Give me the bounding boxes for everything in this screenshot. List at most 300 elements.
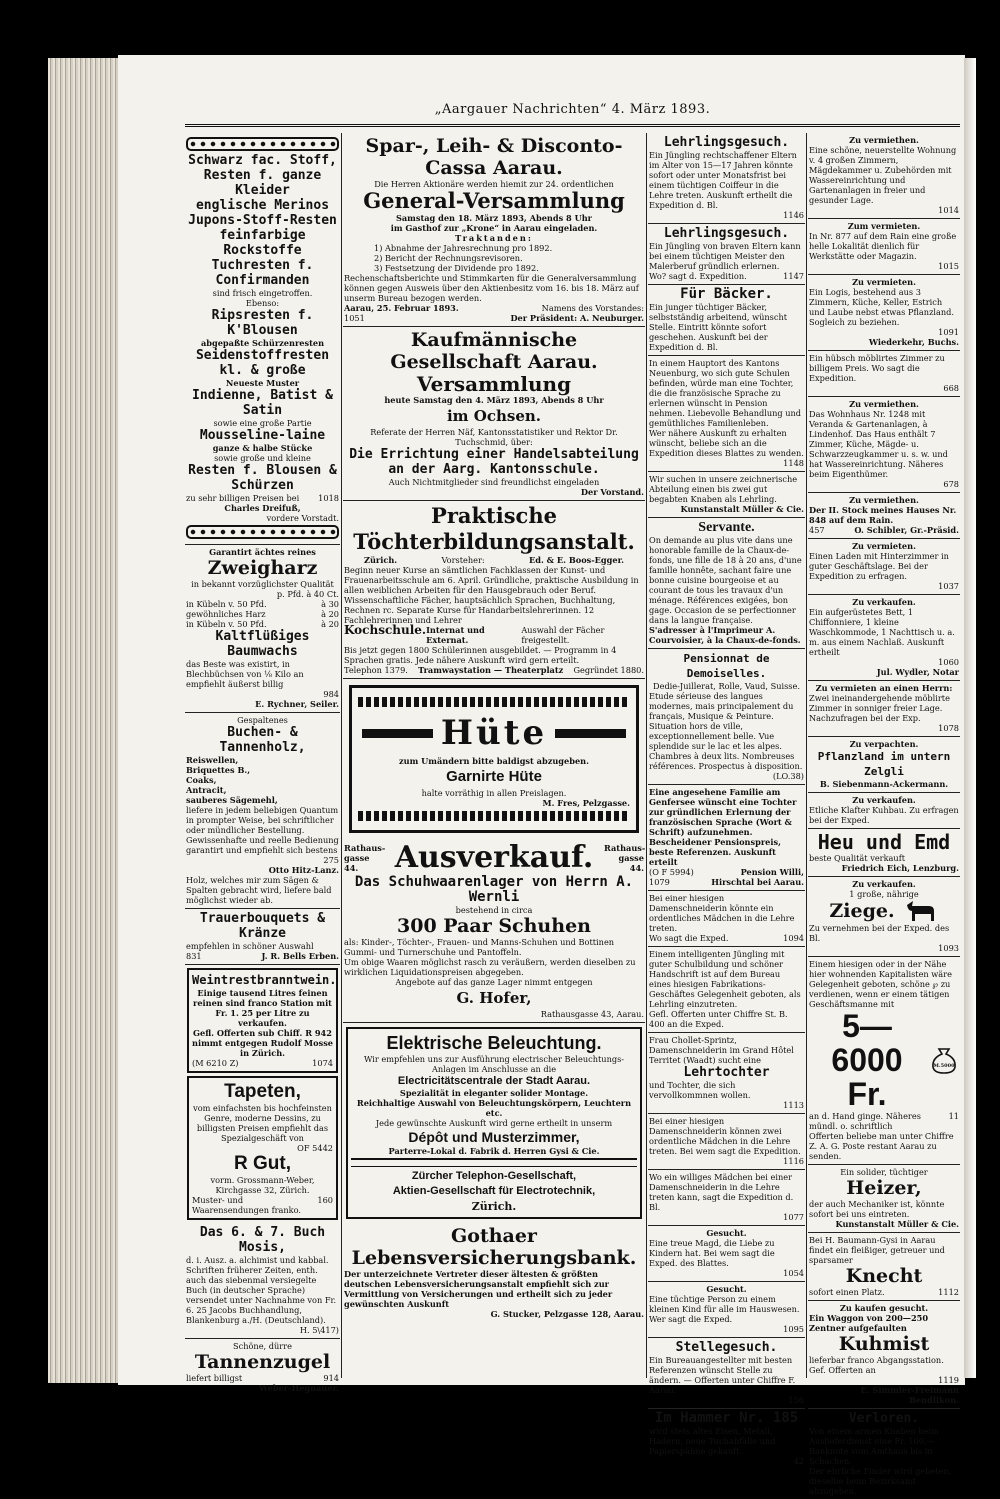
ad-text: Telephon 1379. bbox=[344, 665, 408, 675]
ad-text: 1 große, nährige bbox=[849, 889, 919, 899]
ad-number: 1147 bbox=[783, 271, 804, 281]
ad-logis bbox=[808, 275, 960, 351]
ad-text: im Gasthof zur „Krone“ in Aarau eingeladen. bbox=[390, 223, 598, 233]
ad-line: feinfarbige Rockstoffe bbox=[219, 228, 306, 258]
ad-title: Lehrlingsgesuch. bbox=[663, 226, 790, 241]
ad-text: Holz, welches mir zum Sägen & Spalten gebracht wird, liefere bald möglichst wieder ab. bbox=[186, 875, 332, 905]
ad-zweigharz bbox=[185, 545, 340, 713]
advertiser-name: Ed. & E. Boos-Egger. bbox=[528, 555, 624, 565]
ad-text: als: Kinder-, Töchter-, Frauen- und Manns-Schuhen und Bottinen Gummi- und Turnerschuhe und Pantoffeln. bbox=[344, 937, 615, 957]
ad-text: Coaks, bbox=[186, 775, 217, 785]
ad-text: In einem Hauptort des Kantons Neuenburg, wo sich gute Schulen befinden, würde man eine Tochter, die die französische Sprache zu erlernen wünscht in Pension nehmen. Liebevolle Behandlung und gemüthliches Familienleben. bbox=[649, 358, 802, 428]
ad-text: Eine schöne, neuerstellte Wohnung v. 4 großen Zimmern, Mägdekammer u. Zubehörden mit Wassereinrichtung und Gartenanlagen in freier und gesunder Lage. bbox=[809, 145, 957, 205]
ad-heu-emd bbox=[808, 829, 960, 877]
ad-title: Garnirte Hüte bbox=[446, 768, 542, 785]
ad-address: vorm. Grossmann-Weber, Kirchgasse 32, Zürich. bbox=[210, 1175, 315, 1195]
ad-trauerbouquets bbox=[185, 909, 340, 965]
ad-text: Wir empfehlen uns zur Ausführung electrischer Beleuchtungs-Anlagen im Anschlusse an die bbox=[363, 1054, 625, 1074]
ad-number: 1037 bbox=[938, 581, 959, 591]
ad-address: Rathaus-gasse 44. bbox=[604, 843, 646, 873]
ad-line: Die Errichtung einer Handelsabteilung an der Aarg. Kantonsschule. bbox=[349, 447, 639, 477]
ad-number: 668 bbox=[943, 383, 959, 393]
ad-text: Frau Chollet-Sprintz, Damenschneiderin im Grand Hôtel Territet (Waadt) sucht eine bbox=[649, 1035, 794, 1065]
ad-text: sofort einen Platz. bbox=[809, 1287, 885, 1297]
advertiser-name: Wiederkehr, Buchs. bbox=[868, 337, 959, 347]
ad-holz bbox=[185, 713, 340, 909]
ad-zimmer bbox=[808, 351, 960, 397]
ad-text: Um obige Waaren möglichst rasch zu veräußern, werden dieselben zu wirklichen Liquidationspreisen abgegeben. bbox=[344, 957, 636, 977]
ad-text: Die Herren Aktionäre werden hiemit zur 24. ordentlichen bbox=[374, 179, 614, 189]
ad-number: 1014 bbox=[938, 205, 959, 215]
ad-text: Einem intelligenten Jüngling mit guter Schulbildung und schöner Handschrift ist auf dem Bureau eines hiesigen Fabrikations-Geschäftes Gelegenheit geboten, als Lehrling einzutreten. bbox=[649, 949, 801, 1009]
ad-chollet bbox=[648, 1033, 805, 1114]
ad-date: Aarau, 25. Februar 1893. bbox=[344, 303, 459, 313]
ad-price: à 20 bbox=[321, 619, 339, 629]
ad-title: Zu vermiethen. bbox=[849, 135, 919, 145]
ad-address: Rathausgasse 43, Aarau. bbox=[540, 1009, 644, 1019]
ad-title: Servante. bbox=[698, 520, 755, 535]
ad-text: Referate der Herren Näf, Kantonsstatistiker und Rektor Dr. Tuchschmid, über: bbox=[370, 427, 618, 447]
ad-text: Reiswellen, bbox=[186, 755, 239, 765]
ad-text: Rechenschaftsberichte und Stimmkarten für die Generalversammlung können gegen Ausweis über den Aktienbesitz vom 16. bis 18. März auf unserm Bureau bezogen werden. bbox=[344, 273, 639, 303]
ad-title: Zu verkaufen. bbox=[852, 597, 916, 607]
ad-text: Das Wohnhaus Nr. 1248 mit Veranda & Gartenanlagen, à Lindenhof. Das Haus enthält 7 Zimmer, Küche, Mägde- u. Schwarzzeugkammer u. s. w. und hat Wassereinrichtung. Näheres beim Eigenthümer. bbox=[809, 409, 948, 479]
ad-line: Resten f. ganze Kleider bbox=[203, 168, 322, 198]
ad-text: On demande au plus vite dans une honorable famille de la Chaux-de-fonds, une fille de 18 à 20 ans, d'une famille honnête, sachant faire une bonne cuisine bourgeoise et au courant de tous les travaux d'un ménage. Références exigées, bon gage. Occasion de se perfectionner dans la langue française. bbox=[649, 535, 802, 625]
ad-text: 1) Abnahme der Jahresrechnung pro 1892. bbox=[374, 243, 553, 253]
ad-text: Gewissenhafte und reelle Bedienung garantirt und empfiehlt sich bestens bbox=[186, 835, 339, 855]
ad-text: Gefl. Offerten unter Chiffre St. B. 400 an die Exped. bbox=[649, 1009, 788, 1029]
ad-code: (LO.38) bbox=[772, 771, 804, 781]
ad-damenschneiderin-1 bbox=[648, 891, 805, 947]
ad-number: 1116 bbox=[783, 1156, 804, 1166]
ad-number: 1079 bbox=[649, 877, 670, 887]
ad-kunstanstalt bbox=[648, 472, 805, 518]
ad-number: 42 bbox=[793, 1456, 804, 1466]
ad-text: Wo ein williges Mädchen bei einer Damenschneiderin in die Lehre treten kann, sagt die Expedition d. Bl. bbox=[649, 1172, 794, 1212]
ad-text: Beginn neuer Kurse an sämtlichen Fachklassen der Kunst- und Frauenarbeitsschule am 6. April. Gründliche, praktische Ausbildung in allen weiblichen Arbeiten für den Hausgebrauch oder Beruf. Wissenschaftliche Fächer, hauptsächlich Sprachen, Buchhaltung, Rechnen rc. Separate Kurse für Handarbeitslehrerinnen. 12 Fachlehrerinnen und Lehrer bbox=[344, 565, 639, 625]
ad-text: Traktanden: bbox=[455, 233, 533, 243]
ad-text: Muster- und Waarensendungen franko. bbox=[192, 1195, 302, 1215]
ad-number: 1093 bbox=[938, 943, 959, 953]
ad-magd bbox=[648, 1226, 805, 1282]
ad-text: Ein Bureauangestellter mit besten Referenzen wünscht Stelle zu ändern. — Offerten unter Chiffre F. Aarau. bbox=[649, 1355, 796, 1395]
ad-number: 457 bbox=[809, 525, 825, 535]
ad-text: Ebenso: bbox=[245, 298, 280, 308]
advertiser-name: G. Stucker, Pelzgasse 128, Aarau. bbox=[490, 1309, 644, 1319]
ad-text: Ein hübsch möblirtes Zimmer zu billigem Preis. Wo sagt die Expedition. bbox=[809, 353, 945, 383]
ad-address: Dedie-Juillerat, Rolle, Vaud, Suisse. bbox=[653, 681, 800, 691]
divider bbox=[351, 1158, 637, 1167]
ad-kaufm-gesellschaft bbox=[343, 327, 645, 501]
ad-herrn-zimmer bbox=[808, 681, 960, 737]
advertiser-name: O. Schibler, Gr.-Präsid. bbox=[854, 525, 959, 535]
ad-text: liefert billigst bbox=[186, 1373, 243, 1383]
ad-text: Ein aufgerüstetes Bett, 1 Chiffonniere, 1 kleine Waschkommode, 1 Nachttisch u. a. m. aus einem Nachlaß. Auskunft ertheilt bbox=[809, 607, 955, 657]
ad-line: Trauerbouquets & Kränze bbox=[199, 911, 326, 941]
ad-title: Zu verkaufen. bbox=[852, 879, 916, 889]
column-rule bbox=[341, 133, 342, 1378]
advertiser-name: R Gut, bbox=[234, 1153, 291, 1174]
ad-text: abgepaßte Schürzenresten bbox=[200, 338, 325, 348]
ad-text: gewöhnliches Harz bbox=[186, 609, 266, 619]
column-rule bbox=[646, 133, 647, 1378]
ad-text: Der ehrliche Finder wird gebeten, dieselbe beim Bezirksamt abzugeben. bbox=[809, 1466, 952, 1496]
ad-title: im Ochsen. bbox=[446, 407, 541, 425]
ad-title: General-Versammlung bbox=[363, 188, 625, 213]
ad-gothaer bbox=[343, 1223, 645, 1322]
ad-code: OF 5442 bbox=[297, 1143, 333, 1153]
ad-baecker bbox=[648, 285, 805, 356]
page-header: „Aargauer Nachrichten“ 4. März 1893. bbox=[185, 102, 960, 127]
ad-line: Mousseline-laine bbox=[199, 428, 326, 443]
advertiser-name: Pension Willi, bbox=[740, 867, 804, 877]
ad-line: Seidenstoffresten kl. & große bbox=[195, 348, 330, 378]
ad-number: 1054 bbox=[783, 1268, 804, 1278]
ad-text: Ein junger tüchtiger Bäcker, selbstständig arbeitend, wünscht Stelle. Eintritt könnte sofort geschehen. Auskunft bei der Expedition d. Bl. bbox=[649, 302, 788, 352]
ad-text: Eine treue Magd, die Liebe zu Kindern hat. Bei wem sagt die Exped. des Blattes. bbox=[649, 1238, 775, 1268]
ad-title: Zu vermiethen. bbox=[849, 495, 919, 505]
ad-text: und Tochter, die sich vervollkommnen wollen. bbox=[649, 1080, 751, 1100]
ad-text: In Nr. 877 auf dem Rain eine große helle Lokalität dienlich für Werkstätte oder Magazin. bbox=[809, 231, 957, 261]
ad-title: Ziege. bbox=[829, 900, 895, 922]
ad-text: lieferbar franco Abgangsstation. Gef. Offerten an bbox=[809, 1355, 944, 1375]
ad-title: Für Bäcker. bbox=[680, 286, 773, 302]
ad-number: 160 bbox=[317, 1195, 333, 1205]
ad-number: 156 bbox=[788, 1395, 804, 1405]
ad-title: 300 Paar Schuhen bbox=[397, 915, 591, 937]
ad-text: ganze & halbe Stücke bbox=[212, 443, 313, 453]
ad-number: 1095 bbox=[783, 1324, 804, 1334]
ad-text: bestehend in circa bbox=[455, 905, 533, 915]
ad-text: 2) Bericht der Rechnungsrevisoren. bbox=[374, 253, 523, 263]
ad-laden bbox=[808, 539, 960, 595]
ad-stellegesuch bbox=[648, 1338, 805, 1409]
ad-heizer bbox=[808, 1165, 960, 1233]
ad-text: Bei H. Baumann-Gysi in Aarau findet ein fleißiger, getreuer und sparsamer bbox=[809, 1235, 945, 1265]
ad-number: 275 bbox=[323, 855, 339, 865]
ad-title: Heu und Emd bbox=[817, 830, 951, 854]
ad-text: Samstag den 18. März 1893, Abends 8 Uhr bbox=[395, 213, 593, 223]
ad-weintrest bbox=[187, 968, 338, 1073]
ad-text: Reichhaltige Auswahl von Beleuchtungskörpern, Leuchtern etc. bbox=[356, 1098, 632, 1118]
ad-stock bbox=[808, 493, 960, 539]
ad-kuhbau bbox=[808, 793, 960, 829]
ad-number: 1146 bbox=[783, 210, 804, 220]
ad-number: 1094 bbox=[783, 933, 804, 943]
ad-text: Von einem armen Knaben beim Auslieferdienst eine Fr. 100.— Banknote vom Amthaus bis in Schachen. bbox=[809, 1426, 939, 1466]
ad-text: das Beste was existirt, in Blechbüchsen von ⅛ Kilo an empfiehlt äußerst billig bbox=[186, 659, 304, 689]
ad-line: Buchen- & Tannenholz, bbox=[219, 725, 306, 755]
ad-title: Elektrische Beleuchtung. bbox=[386, 1033, 602, 1053]
advertiser-name: Charles Dreifuß, bbox=[224, 503, 301, 513]
ad-title: Stellegesuch. bbox=[675, 1340, 778, 1355]
ad-text: beste Qualität verkauft bbox=[809, 853, 906, 863]
ad-title: Im Hammer Nr. 185 bbox=[654, 1410, 799, 1426]
ad-address: Rathaus-gasse 44. bbox=[344, 843, 386, 873]
ad-title: Zu vermiethen. bbox=[849, 399, 919, 409]
ad-code: (O F 5994) bbox=[649, 867, 694, 877]
ad-text: halte vorräthig in allen Preislagen. bbox=[421, 788, 567, 798]
ad-knecht bbox=[808, 1233, 960, 1301]
ad-text: liefere in jedem beliebigen Quantum in prompter Weise, bei schriftlicher oder mündlicher Bestellung. bbox=[186, 805, 339, 835]
ad-toechterbildung bbox=[343, 501, 645, 679]
ad-text: Offerten beliebe man unter Chiffre Z. A. G. Poste restant Aarau zu senden. bbox=[809, 1131, 954, 1161]
ad-text: Zürich. bbox=[364, 555, 398, 565]
ad-title: Zu vermieten. bbox=[852, 541, 916, 551]
ad-person bbox=[648, 1282, 805, 1338]
ad-text: Schöne, dürre bbox=[233, 1341, 292, 1351]
ad-text: Auswahl der Fächer freigestellt. bbox=[521, 625, 605, 645]
ad-text: Vorsteher: bbox=[441, 555, 485, 565]
ad-text: Eine tüchtige Person zu einem kleinen Kind für alle im Hauswesen. Wer sagt die Exped. bbox=[649, 1294, 800, 1324]
ad-text: in Kübeln v. 50 Pfd. bbox=[186, 599, 267, 609]
ad-text: Wo? sagt d. Expedition. bbox=[649, 271, 747, 281]
ad-text: Ein Jüngling rechtschaffener Eltern im Alter von 15—17 Jahren könnte sofort oder unter Monatsfrist bei einem tüchtigen Coiffeur in die Lehre treten. Auskunft ertheilt die Expedition d. Bl. bbox=[649, 150, 797, 210]
ad-text: 3) Festsetzung der Dividende pro 1892. bbox=[374, 263, 539, 273]
ad-text: empfehlen in schöner Auswahl bbox=[186, 941, 314, 951]
advertiser-name: Der Präsident: A. Neuburger. bbox=[510, 313, 644, 323]
ad-code: (M 6210 Z) bbox=[192, 1058, 239, 1068]
ad-text: heute Samstag den 4. März 1893, Abends 8 Uhr bbox=[384, 395, 604, 405]
ad-text: Antracit, bbox=[186, 785, 227, 795]
ad-title: Zum vermieten. bbox=[847, 221, 921, 231]
column-rule bbox=[806, 133, 807, 1378]
ad-text: Ein Logis, bestehend aus 3 Zimmern, Küche, Keller, Estrich und Laube nebst etwas Pflanzland. Sogleich zu beziehen. bbox=[809, 287, 955, 327]
advertiser-name: M. Fres, Pelzgasse. bbox=[542, 798, 630, 808]
ad-huete bbox=[349, 685, 639, 833]
advertiser-name: Kunstanstalt Müller & Cie. bbox=[680, 504, 804, 514]
ad-title: Praktische Töchterbildungsanstalt. bbox=[353, 503, 635, 554]
ad-amount: 5—6000 Fr. bbox=[831, 1008, 903, 1112]
ad-pensionnat bbox=[648, 649, 805, 785]
book-spine bbox=[48, 58, 120, 1383]
ad-title: Lehrlingsgesuch. bbox=[663, 135, 790, 150]
ad-lokalitaet bbox=[808, 219, 960, 275]
ad-text: Angebote auf das ganze Lager nimmt entgegen bbox=[395, 977, 593, 987]
ad-tapeten bbox=[187, 1076, 338, 1220]
ad-neuenburg bbox=[648, 356, 805, 472]
ad-number: 1113 bbox=[783, 1100, 804, 1110]
ad-number: 1015 bbox=[938, 261, 959, 271]
ad-text: d. i. Ausz. a. alchimist und kabbal. Schriften früherer Zeiten, enth. auch das siebenmal versiegelte Buch (in deutscher Sprache) versendet unter Nachnahme von Fr. 6. 25 Jacobs Buchhandlung, Blankenburg a./H. (Deutschland). bbox=[186, 1255, 337, 1325]
ad-text: Ein Jüngling von braven Eltern kann bei einem tüchtigen Meister den Malerberuf gründlich erlernen. bbox=[649, 241, 801, 271]
ad-title: Versammlung bbox=[416, 372, 572, 396]
ad-text: Zu vernehmen bei der Exped. des Bl. bbox=[809, 923, 950, 943]
ad-title: Zu verpachten. bbox=[849, 739, 919, 749]
ad-price: à 30 bbox=[321, 599, 339, 609]
ad-text: sowie große und kleine bbox=[214, 453, 311, 463]
ad-title: Kochschule. bbox=[344, 623, 427, 637]
ad-number: 678 bbox=[943, 479, 959, 489]
ad-number: 1148 bbox=[783, 458, 804, 468]
ad-elektrisch bbox=[346, 1027, 642, 1219]
ad-text: Etude sérieuse des langues modernes, mais principalement du français, Musique & Peinture. Situation hors de ville, exceptionnellement belle. Vue splendide sur le lac et les alpes. Chambres à deux lits. Nombreuses références. Prospectus à disposition. bbox=[649, 691, 803, 771]
ad-number: 1091 bbox=[938, 327, 959, 337]
ad-title: Zweigharz bbox=[207, 557, 318, 579]
ad-text: Eine angesehene Familie am Genfersee wünscht eine Tochter zur gründlichen Erlernung der französischen Sprache (Wort & Schrift) aufzunehmen. Bescheidener Pensionspreis, beste Referenzen. Auskunft erteilt bbox=[649, 787, 797, 867]
ad-bett bbox=[808, 595, 960, 681]
ad-title: Ausverkauf. bbox=[394, 840, 594, 875]
ad-title: Heizer, bbox=[846, 1177, 922, 1199]
ornament-border bbox=[186, 525, 339, 539]
ad-title: Hüte bbox=[440, 713, 548, 753]
ad-title: Zu vermieten an einen Herrn: bbox=[815, 683, 953, 693]
column-4 bbox=[808, 133, 960, 1496]
ad-number: 1078 bbox=[938, 723, 959, 733]
ad-text: Zwei ineinandergehende möblirte Zimmer in sonniger freier Lage. Nachzufragen bei der Exp. bbox=[809, 693, 950, 723]
ad-juengling bbox=[648, 947, 805, 1033]
ad-genfersee bbox=[648, 785, 805, 891]
ad-title: Gesucht. bbox=[706, 1228, 747, 1238]
ad-line: Kaltflüßiges Baumwachs bbox=[215, 629, 310, 659]
ad-hammer bbox=[648, 1409, 805, 1469]
ad-title: Zu vermieten. bbox=[852, 277, 916, 287]
ad-title: Tapeten, bbox=[224, 1081, 301, 1102]
ad-text: Einem hiesigen oder in der Nähe hier wohnenden Kapitalisten wäre Gelegenheit geboten, schöne ℘ zu verdienen, wenn er einem tätigen Geschäftsmanne mit bbox=[809, 959, 952, 1009]
ad-text: der auch Mechaniker ist, könnte sofort bei uns eintreten. bbox=[809, 1199, 945, 1219]
ad-text: sowie eine große Partie bbox=[213, 418, 312, 428]
ad-verloren bbox=[808, 1409, 960, 1499]
ad-text: Namens des Vorstandes: bbox=[541, 303, 644, 313]
ad-pflanzland bbox=[808, 737, 960, 793]
ad-number: 11 bbox=[948, 1111, 959, 1121]
ad-text: Tramwaystation — Theaterplatz bbox=[418, 665, 564, 675]
ad-lehrling-maler bbox=[648, 224, 805, 285]
ad-text: Neueste Muster bbox=[225, 378, 300, 388]
ad-line: englische Merinos bbox=[195, 198, 330, 213]
ad-lehrling-coiffeur bbox=[648, 133, 805, 224]
ad-text: sauberes Sägemehl, bbox=[186, 795, 278, 805]
ad-title: Zu verkaufen. bbox=[852, 795, 916, 805]
ad-line: Schwarz fac. Stoff, bbox=[188, 153, 337, 168]
column-3 bbox=[648, 133, 805, 1466]
ad-title: Kaufmännische Gesellschaft Aarau. bbox=[390, 329, 598, 373]
ad-kuhmist bbox=[808, 1301, 960, 1409]
ad-line: Jupons-Stoff-Resten bbox=[188, 213, 337, 228]
ad-line: Das Schuhwaarenlager von Herrn A. Wernli bbox=[354, 874, 634, 905]
ad-text: Bei einer hiesigen Damenschneiderin könnte ein ordentliches Mädchen in die Lehre treten. bbox=[649, 893, 795, 933]
ad-text: Dépôt und Musterzimmer, bbox=[408, 1129, 580, 1145]
ad-wohnung bbox=[808, 133, 960, 219]
ad-ziege bbox=[808, 877, 960, 957]
ad-buch-mosis bbox=[185, 1223, 340, 1339]
money-bag-label: M.5000 bbox=[933, 1063, 955, 1069]
ad-text: Etliche Klafter Kuhbau. Zu erfragen bei der Exped. bbox=[809, 805, 959, 825]
ad-number: 984 bbox=[323, 689, 339, 699]
ad-title: Zu kaufen gesucht. bbox=[839, 1303, 929, 1313]
ad-text: Wir suchen in unsere zeichnerische Abteilung einen bis zwei gut begabten Knaben als Lehrling. bbox=[649, 474, 798, 504]
ad-text: Einige tausend Litres feinen reinen sind franco Station mit Fr. 1. 25 per Litre zu verkaufen. bbox=[193, 988, 332, 1028]
ad-address: Hirschtal bei Aarau. bbox=[711, 877, 804, 887]
advertiser-name: J. R. Bells Erben. bbox=[261, 951, 339, 961]
ad-number: 1112 bbox=[938, 1287, 959, 1297]
ad-text: vom einfachsten bis hochfeinsten Genre, moderne Dessins, zu billigsten Preisen empfiehlt das Spezialgeschäft von bbox=[193, 1103, 332, 1143]
ad-line: Indienne, Batist & Satin bbox=[192, 388, 333, 418]
ad-title: Tannenzugel bbox=[194, 1351, 331, 1373]
ad-text: zum Umändern bitte baldigst abzugeben. bbox=[399, 756, 589, 766]
advertiser-name: Weber-Hegnauer. bbox=[259, 1383, 339, 1393]
column-1 bbox=[185, 133, 340, 1393]
ad-title: Verloren. bbox=[848, 1411, 920, 1426]
ad-text: Wer nähere Auskunft zu erhalten wünscht, beliebe sich an die Expedition dieses Blattes zu wenden. bbox=[649, 428, 804, 458]
ad-title: Spar-, Leih- & Disconto-Cassa Aarau. bbox=[365, 135, 623, 179]
ad-number: 831 bbox=[186, 951, 202, 961]
ad-spar-cassa bbox=[343, 133, 645, 327]
ad-maedchen bbox=[648, 1170, 805, 1226]
ad-title: Weintrestbranntwein. bbox=[192, 973, 337, 987]
advertiser-name: Zürich. bbox=[471, 1200, 517, 1213]
ad-text: Spezialität in eleganter solider Montage. bbox=[399, 1088, 589, 1098]
ad-title: Kuhmist bbox=[838, 1333, 930, 1355]
ad-text: Bei einer hiesigen Damenschneiderin können zwei ordentliche Mädchen in die Lehre treten. Bei wem sagt die Expedition. bbox=[649, 1116, 801, 1156]
ornament-border bbox=[358, 811, 630, 821]
ad-text: Garantirt ächtes reines bbox=[209, 547, 316, 557]
ad-text: Internat und Externat. bbox=[426, 625, 485, 645]
ad-text: Electricitätscentrale der Stadt Aarau. bbox=[397, 1075, 591, 1087]
ad-title: Knecht bbox=[845, 1265, 923, 1287]
ad-number: 1051 bbox=[344, 313, 365, 323]
ad-text: Gefl. Offerten sub Chiff. R 942 nimmt entgegen Rudolf Mosse in Zürich. bbox=[192, 1028, 334, 1058]
ad-text: Zürcher Telephon-Gesellschaft, bbox=[411, 1170, 577, 1182]
advertiser-name: E. Rychner, Seiler. bbox=[255, 699, 339, 709]
ad-text: Jede gewünschte Auskunft wird gerne ertheilt in unserm bbox=[375, 1118, 613, 1128]
advertiser-name: G. Hofer, bbox=[456, 989, 532, 1007]
ad-text: Auch Nichtmitglieder sind freundlichst eingeladen bbox=[388, 477, 600, 487]
ad-text: Der unterzeichnete Vertreter dieser ältesten & größten deutschen Lebensversicherungsanstalt empfiehlt sich zur Vermittlung von Versicherungen und ertheilt sich zu jeder gewünschten Auskunft bbox=[344, 1269, 613, 1309]
advertiser-name: S'adresser à l'Imprimeur A. Courvoisier, à la Chaux-de-fonds. bbox=[649, 625, 801, 645]
ad-text: Ein Waggon von 200—250 Zentner aufgefaulten bbox=[809, 1313, 929, 1333]
page-edge bbox=[964, 58, 976, 1378]
goat-icon bbox=[901, 899, 939, 923]
decor-bar bbox=[555, 729, 626, 738]
ad-tannenzugel bbox=[185, 1339, 340, 1396]
ad-number: 1060 bbox=[938, 657, 959, 667]
ornament-border bbox=[186, 137, 339, 151]
advertiser-name: Otto Hitz-Lanz. bbox=[268, 865, 339, 875]
ad-kapitalist bbox=[808, 957, 960, 1165]
ad-line: Das 6. & 7. Buch Mosis, bbox=[199, 1225, 326, 1255]
ad-address: vordere Vorstadt. bbox=[266, 513, 339, 523]
ad-number: 1119 bbox=[938, 1375, 959, 1385]
ad-text: Gegründet 1880. bbox=[573, 665, 644, 675]
ad-damenschneiderin-2 bbox=[648, 1114, 805, 1170]
ornament-border bbox=[358, 697, 630, 707]
advertiser-name: Jul. Wydler, Notar bbox=[876, 667, 959, 677]
advertiser-name: Der Vorstand. bbox=[580, 487, 644, 497]
ad-servante bbox=[648, 518, 805, 649]
ad-text: zu sehr billigen Preisen bei bbox=[186, 493, 300, 503]
ad-line: Resten f. Blousen & Schürzen bbox=[188, 463, 337, 493]
ad-text: Gespaltenes bbox=[237, 715, 288, 725]
ad-line: Pflanzland im untern Zelgli bbox=[817, 750, 951, 778]
ad-number: 1018 bbox=[318, 493, 339, 503]
ad-text: Der II. Stock meines Hauses Nr. 848 auf dem Rain. bbox=[809, 505, 957, 525]
ad-title: Pensionnat de Demoiselles. bbox=[683, 652, 770, 680]
ad-text: Bis jetzt gegen 1800 Schülerinnen ausgebildet. — Programm in 4 Sprachen gratis. Jede nähere Auskunft wird gern erteilt. bbox=[344, 645, 617, 665]
ad-text: wird stets altes Eisen, Metall, Hadern, neue Tuchabfälle und Papierspähne gekauft. bbox=[649, 1426, 776, 1456]
column-2 bbox=[343, 133, 645, 1383]
ad-text: in Kübeln v. 50 Pfd. bbox=[186, 619, 267, 629]
ad-text: in bekannt vorzüglichster Qualität bbox=[191, 579, 334, 589]
ad-text: sind frisch eingetroffen. bbox=[212, 288, 313, 298]
ad-text: an d. Hand ginge. Näheres mündl. o. schriftlich bbox=[809, 1111, 921, 1131]
ad-text: Einen Laden mit Hinterzimmer in guter Geschäftslage. Bei der Expedition zu erfragen. bbox=[809, 551, 949, 581]
ad-dreifuss bbox=[185, 133, 340, 545]
ad-text: Briquettes B., bbox=[186, 765, 251, 775]
ad-wohnhaus bbox=[808, 397, 960, 493]
advertiser-name: B. Siebenmann-Ackermann. bbox=[819, 779, 949, 789]
